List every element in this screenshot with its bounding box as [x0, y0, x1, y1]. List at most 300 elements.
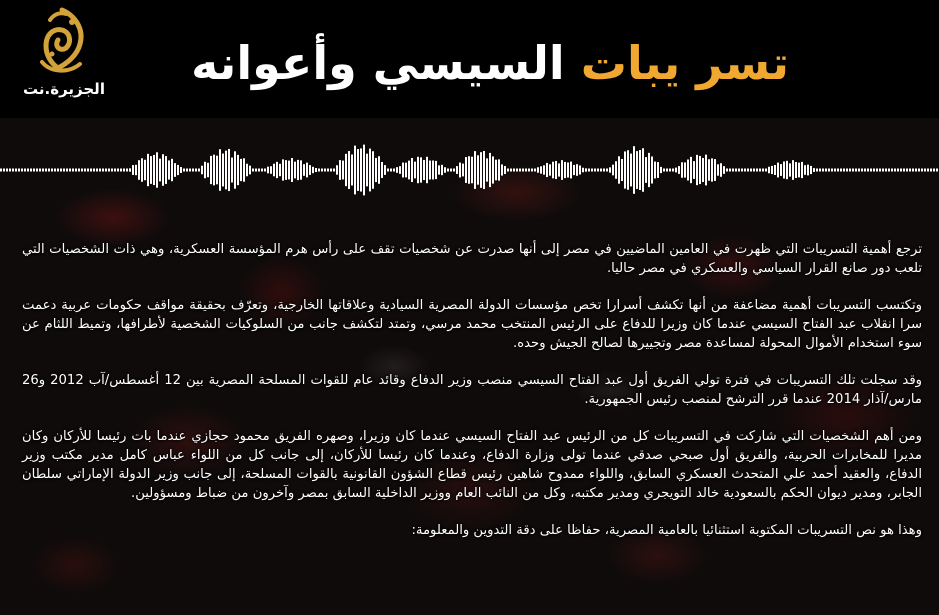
waveform-bar — [669, 169, 671, 172]
paragraph: ومن أهم الشخصيات التي شاركت في التسريبات كل من الرئيس عبد الفتاح السيسي عندما كان وزيرا، وصهره الفريق محمود حجازي عندما بات رئيسا للأركان وكان مديرا للمخابرات الحربية، والفريق أول صبحي صدقي عندما تولى وزارة الدفاع، وعندما كان رئيسا للأركان، إلى جانب كل من اللواء عباس كامل مدير مكتب وزير الدفاع، والعقيد أحمد علي المتحدث العسكري السابق، واللواء ممدوح شاهين رئيس قطاع الشؤون القانونية بالقوات المسلحة، إلى جانب وزير الدولة الإماراتي سلطان الجابر، ومدير ديوان الحكم بالسعودية خالد التويجري ومدير مكتبه، وكل من النائب العام ووزير الداخلية السابق بمصر وآخرون من ضباط ومسؤولين. — [22, 429, 922, 501]
waveform-bar — [312, 167, 314, 173]
waveform-bar — [516, 169, 518, 172]
waveform-bar — [204, 162, 206, 178]
waveform-bar — [447, 169, 449, 172]
waveform-bar — [441, 165, 443, 175]
waveform-bar — [897, 169, 899, 172]
waveform-bar — [645, 157, 647, 183]
waveform-bar — [201, 166, 203, 174]
waveform-bar — [867, 169, 869, 172]
waveform-bar — [429, 161, 431, 180]
waveform-bar — [318, 169, 320, 172]
waveform-bar — [111, 169, 113, 172]
waveform-bar — [750, 169, 752, 172]
waveform-bar — [651, 156, 653, 183]
waveform-bar — [753, 169, 755, 172]
waveform-bar — [75, 169, 77, 172]
waveform-bar — [96, 169, 98, 172]
waveform-bar — [921, 169, 923, 172]
waveform-bar — [9, 169, 11, 172]
waveform-bar — [879, 169, 881, 172]
waveform-bar — [354, 146, 356, 195]
waveform-bar — [30, 169, 32, 172]
waveform-bar — [138, 160, 140, 180]
waveform-bar — [408, 161, 410, 180]
waveform-bar — [93, 169, 95, 172]
waveform-bar — [150, 156, 152, 184]
waveform-bar — [231, 158, 233, 183]
waveform-bar — [483, 151, 485, 189]
page-title — [191, 28, 789, 98]
waveform-bar — [486, 158, 488, 181]
waveform-bar — [513, 169, 515, 172]
waveform-bar — [228, 149, 230, 191]
waveform-bar — [108, 169, 110, 172]
waveform-bar — [639, 150, 641, 190]
waveform-bar — [501, 164, 503, 175]
waveform-bar — [810, 166, 812, 174]
waveform-bar — [72, 169, 74, 172]
waveform-bar — [162, 154, 164, 186]
waveform-bar — [294, 162, 296, 179]
waveform-bar — [819, 169, 821, 172]
waveform-bar — [660, 167, 662, 173]
waveform-bar — [237, 155, 239, 185]
waveform-bar — [171, 159, 173, 181]
waveform-bar — [684, 162, 686, 177]
waveform-bar — [546, 163, 548, 177]
waveform-bar — [198, 169, 200, 172]
waveform-bar — [309, 165, 311, 175]
waveform-bar — [147, 154, 149, 186]
waveform-bar — [474, 151, 476, 189]
waveform-bar — [576, 164, 578, 176]
waveform-bar — [468, 156, 470, 184]
waveform-bar — [78, 169, 80, 172]
waveform-bar — [894, 169, 896, 172]
header-banner — [0, 0, 939, 118]
waveform-bar — [45, 169, 47, 172]
waveform-bar — [906, 169, 908, 172]
waveform-bar — [891, 169, 893, 172]
waveform-bar — [687, 160, 689, 181]
waveform-bar — [333, 169, 335, 172]
waveform-bar — [462, 164, 464, 177]
waveform-bar — [549, 164, 551, 175]
waveform-bar — [285, 160, 287, 180]
waveform-bar — [255, 169, 257, 172]
waveform-bar — [936, 169, 938, 172]
waveform-bar — [393, 169, 395, 172]
waveform-bar — [180, 167, 182, 173]
waveform-bar — [492, 156, 494, 183]
waveform-bar — [900, 169, 902, 172]
waveform-bar — [528, 169, 530, 172]
paragraph: ترجع أهمية التسريبات التي ظهرت في العامين الماضيين في مصر إلى أنها صدرت عن شخصيات تقف على رأس هرم المؤسسة العسكرية، وهي ذات الشخصيات التي تلعب دور صانع القرار السياسي والعسكري في مصر حاليا. — [22, 242, 922, 276]
waveform-bar — [912, 169, 914, 172]
waveform-bar — [732, 169, 734, 172]
waveform-bar — [348, 151, 350, 189]
waveform-bar — [588, 169, 590, 172]
waveform-bar — [372, 151, 374, 189]
waveform-bar — [489, 153, 491, 187]
waveform-bar — [780, 164, 782, 176]
waveform-bar — [573, 165, 575, 175]
waveform-bar — [399, 166, 401, 174]
waveform-bar — [222, 154, 224, 187]
waveform-bar — [387, 169, 389, 172]
title-accent: تسر يبات — [580, 36, 789, 90]
waveform-bar — [465, 157, 467, 183]
waveform-bar — [840, 169, 842, 172]
waveform-bar — [219, 149, 221, 191]
waveform-bar — [102, 169, 104, 172]
waveform-bar — [54, 169, 56, 172]
aljazeera-logo[interactable] — [14, 6, 114, 106]
waveform-bar — [600, 169, 602, 172]
waveform-bar — [672, 169, 674, 172]
waveform-bar — [276, 162, 278, 178]
waveform-bar — [768, 167, 770, 174]
waveform-bar — [675, 168, 677, 173]
waveform-bar — [642, 148, 644, 192]
waveform-bar — [81, 169, 83, 172]
waveform-bar — [873, 169, 875, 172]
waveform-bar — [6, 169, 8, 172]
waveform-bar — [816, 169, 818, 172]
waveform-bar — [591, 169, 593, 172]
waveform-bar — [249, 166, 251, 175]
waveform-bar — [627, 150, 629, 189]
waveform-bar — [648, 153, 650, 187]
waveform-bar — [264, 169, 266, 172]
waveform-bar — [414, 162, 416, 179]
waveform-bar — [603, 169, 605, 172]
waveform-bar — [141, 158, 143, 181]
waveform-bar — [597, 169, 599, 172]
waveform-bar — [795, 162, 797, 178]
waveform-bar — [540, 166, 542, 173]
waveform-bar — [432, 161, 434, 180]
waveform-bar — [843, 169, 845, 172]
waveform-bar — [423, 160, 425, 180]
waveform-bar — [702, 158, 704, 182]
waveform-bar — [579, 165, 581, 174]
waveform-bar — [168, 160, 170, 179]
waveform-bar — [48, 169, 50, 172]
waveform-bar — [357, 149, 359, 191]
waveform-bar — [570, 162, 572, 179]
waveform-bar — [279, 164, 281, 176]
waveform-bar — [303, 164, 305, 176]
waveform-bar — [24, 169, 26, 172]
waveform-bar — [417, 157, 419, 183]
waveform-bar — [822, 169, 824, 172]
waveform-bar — [846, 169, 848, 172]
waveform-bar — [564, 162, 566, 178]
waveform-bar — [480, 152, 482, 188]
waveform-bar — [696, 155, 698, 185]
waveform-bar — [234, 151, 236, 188]
paragraph: وتكتسب التسريبات أهمية مضاعفة من أنها تكشف أسرارا تخص مؤسسات الدولة المصرية السيادية وعلاقاتها الخارجية، وتعرّف بحقيقة مواقف حكومات عربية دعمت سرا انقلاب عبد الفتاح السيسي عندما كان وزيرا للدفاع على الرئيس المنتخب محمد مرسي، وتمتد لتكشف جانب من السلوكيات الشخصية لأطرافها، وتميط اللثام عن سوء استخدام الأموال المحولة لمساعدة مصر وتجييرها لصالح الجيش وحده. — [22, 298, 922, 351]
waveform-bar — [738, 169, 740, 172]
waveform-bar — [726, 169, 728, 172]
waveform-bar — [282, 159, 284, 180]
waveform-bar — [207, 163, 209, 177]
waveform-bar — [381, 162, 383, 178]
waveform-bar — [267, 167, 269, 174]
waveform-bar — [606, 169, 608, 172]
waveform-bar — [855, 169, 857, 172]
waveform-bar — [762, 169, 764, 172]
waveform-bar — [363, 145, 365, 196]
waveform-bar — [876, 169, 878, 172]
waveform-bar — [270, 166, 272, 174]
waveform-bar — [759, 169, 761, 172]
waveform-bar — [66, 169, 68, 172]
waveform-bar — [717, 164, 719, 175]
waveform-bar — [837, 169, 839, 172]
waveform-bar — [498, 159, 500, 180]
waveform-bar — [327, 169, 329, 172]
waveform-bar — [459, 163, 461, 178]
waveform-bar — [630, 154, 632, 187]
waveform-bar — [870, 169, 872, 172]
waveform-bar — [165, 156, 167, 184]
waveform-bar — [315, 168, 317, 172]
waveform-bar — [561, 160, 563, 180]
waveform-bar — [306, 163, 308, 178]
waveform-bar — [654, 162, 656, 179]
waveform-bar — [210, 156, 212, 184]
waveform-bar — [438, 165, 440, 174]
waveform-bar — [909, 169, 911, 172]
waveform-bar — [813, 168, 815, 172]
waveform-bar — [612, 165, 614, 176]
waveform-bar — [369, 149, 371, 192]
waveform-bar — [918, 169, 920, 172]
waveform-bar — [783, 161, 785, 178]
waveform-bar — [708, 159, 710, 180]
waveform-bar — [789, 163, 791, 176]
waveform-bar — [729, 169, 731, 172]
waveform-bar — [495, 160, 497, 181]
waveform-bar — [537, 167, 539, 172]
waveform-bar — [786, 161, 788, 179]
waveform-bar — [129, 168, 131, 171]
waveform-bar — [273, 164, 275, 177]
waveform-bar — [15, 169, 17, 172]
waveform-bar — [213, 155, 215, 186]
waveform-bar — [903, 169, 905, 172]
waveform-bar — [63, 169, 65, 172]
waveform-bar — [849, 169, 851, 172]
waveform-bar — [297, 160, 299, 180]
waveform-bar — [186, 169, 188, 172]
waveform-bar — [801, 162, 803, 178]
logo-wordmark: الجزيرة.نت — [23, 80, 105, 98]
waveform-bar — [585, 168, 587, 171]
waveform-bar — [522, 169, 524, 172]
waveform-bar — [405, 163, 407, 178]
waveform-bar — [69, 169, 71, 172]
waveform-bar — [723, 166, 725, 174]
article-body — [22, 240, 922, 558]
waveform-bar — [558, 163, 560, 176]
waveform-bar — [834, 169, 836, 172]
waveform-bar — [345, 154, 347, 186]
waveform-bar — [864, 169, 866, 172]
waveform-bar — [342, 161, 344, 180]
waveform-bar — [246, 164, 248, 177]
waveform-bar — [126, 169, 128, 172]
waveform-bar — [243, 158, 245, 181]
waveform-bar — [741, 169, 743, 172]
waveform-bar — [771, 166, 773, 174]
waveform-bar — [825, 169, 827, 172]
waveform-bar — [885, 169, 887, 172]
waveform-bar — [120, 169, 122, 172]
waveform-bar — [366, 154, 368, 187]
waveform-bar — [195, 169, 197, 172]
waveform-bar — [636, 151, 638, 189]
waveform-bar — [774, 165, 776, 175]
waveform-bar — [792, 160, 794, 180]
waveform-bar — [882, 169, 884, 172]
waveform-bar — [435, 161, 437, 179]
title-main: السيسي وأعوانه — [191, 36, 565, 90]
waveform-bar — [699, 156, 701, 184]
waveform-bar — [924, 169, 926, 172]
waveform-bar — [765, 169, 767, 172]
waveform-bar — [693, 161, 695, 179]
waveform-bar — [525, 169, 527, 172]
waveform-bar — [135, 165, 137, 175]
waveform-bar — [531, 169, 533, 172]
waveform-bar — [747, 169, 749, 172]
waveform-bar — [609, 167, 611, 172]
paragraph: وقد سجلت تلك التسريبات في فترة تولي الفريق أول عبد الفتاح السيسي منصب وزير الدفاع وقائد عام للقوات المسلحة المصرية بين 12 أغسطس/آب 2012 و26 مارس/آذار 2014 عندما قرر الترشح لمنصب رئيس الجمهورية. — [22, 373, 922, 407]
waveform-bar — [624, 151, 626, 188]
waveform-bar — [552, 162, 554, 179]
waveform-bar — [300, 160, 302, 179]
waveform-bar — [714, 159, 716, 181]
waveform-bar — [444, 167, 446, 173]
waveform-bar — [567, 162, 569, 177]
waveform-bar — [471, 157, 473, 184]
waveform-bar — [453, 169, 455, 172]
waveform-bar — [156, 152, 158, 187]
waveform-bar — [744, 169, 746, 172]
waveform-bar — [183, 169, 185, 172]
waveform-bar — [339, 160, 341, 180]
waveform-bar — [174, 163, 176, 177]
waveform-bar — [36, 169, 38, 172]
waveform-bar — [618, 156, 620, 183]
waveform-bar — [831, 169, 833, 172]
waveform-bar — [21, 169, 23, 172]
waveform-bar — [720, 163, 722, 177]
waveform-bar — [705, 155, 707, 186]
waveform-bar — [261, 169, 263, 172]
waveform-bar — [18, 169, 20, 172]
waveform-bar — [189, 169, 191, 172]
waveform-bar — [888, 169, 890, 172]
waveform-bar — [807, 165, 809, 176]
waveform-bar — [27, 169, 29, 172]
waveform-bar — [330, 169, 332, 172]
waveform-bar — [390, 169, 392, 172]
waveform-bar — [57, 169, 59, 172]
waveform-bar — [240, 159, 242, 181]
waveform-bar — [252, 169, 254, 172]
waveform-bar — [153, 155, 155, 185]
waveform-bar — [798, 163, 800, 178]
waveform-bar — [288, 161, 290, 180]
waveform-bar — [84, 169, 86, 172]
waveform-bar — [360, 148, 362, 191]
waveform-bar — [42, 169, 44, 172]
waveform-bar — [258, 169, 260, 172]
waveform-bar — [114, 169, 116, 172]
waveform-bar — [384, 165, 386, 175]
waveform-bar — [51, 169, 53, 172]
waveform-bar — [411, 158, 413, 182]
waveform-bar — [666, 169, 668, 172]
waveform-bar — [60, 169, 62, 172]
waveform-bar — [621, 159, 623, 181]
waveform-bar — [858, 169, 860, 172]
waveform-bar — [105, 169, 107, 172]
waveform-bar — [663, 169, 665, 172]
audio-waveform-graphic — [0, 138, 939, 202]
waveform-bar — [861, 169, 863, 172]
waveform-bar — [804, 165, 806, 175]
waveform-bar — [507, 169, 509, 172]
waveform-bar — [456, 166, 458, 174]
waveform-bar — [324, 169, 326, 172]
waveform-bar — [777, 163, 779, 178]
waveform-bar — [756, 169, 758, 172]
waveform-bar — [420, 157, 422, 182]
waveform-bar — [477, 155, 479, 184]
waveform-bar — [828, 169, 830, 172]
waveform-bar — [711, 158, 713, 181]
waveform-bar — [90, 169, 92, 172]
aljazeera-calligraphy-logo-icon — [32, 6, 92, 78]
waveform-bar — [99, 169, 101, 172]
waveform-bar — [519, 169, 521, 172]
waveform-bar — [615, 161, 617, 179]
waveform-bar — [225, 151, 227, 190]
waveform-bar — [351, 155, 353, 186]
waveform-bar — [117, 169, 119, 172]
waveform-bar — [291, 158, 293, 182]
waveform-bar — [735, 169, 737, 172]
waveform-bar — [534, 169, 536, 172]
waveform-bar — [510, 169, 512, 172]
waveform-bar — [177, 165, 179, 175]
paragraph: وهذا هو نص التسريبات المكتوبة استثنائيا بالعامية المصرية، حفاظا على دقة التدوين والمعلومة: — [411, 523, 922, 538]
waveform-bar — [930, 169, 932, 172]
waveform-bar — [336, 165, 338, 174]
waveform-bar — [144, 160, 146, 180]
waveform-bar — [375, 158, 377, 182]
waveform-bar — [543, 165, 545, 174]
waveform-bar — [33, 169, 35, 172]
waveform-bar — [504, 166, 506, 174]
waveform-bar — [633, 146, 635, 194]
